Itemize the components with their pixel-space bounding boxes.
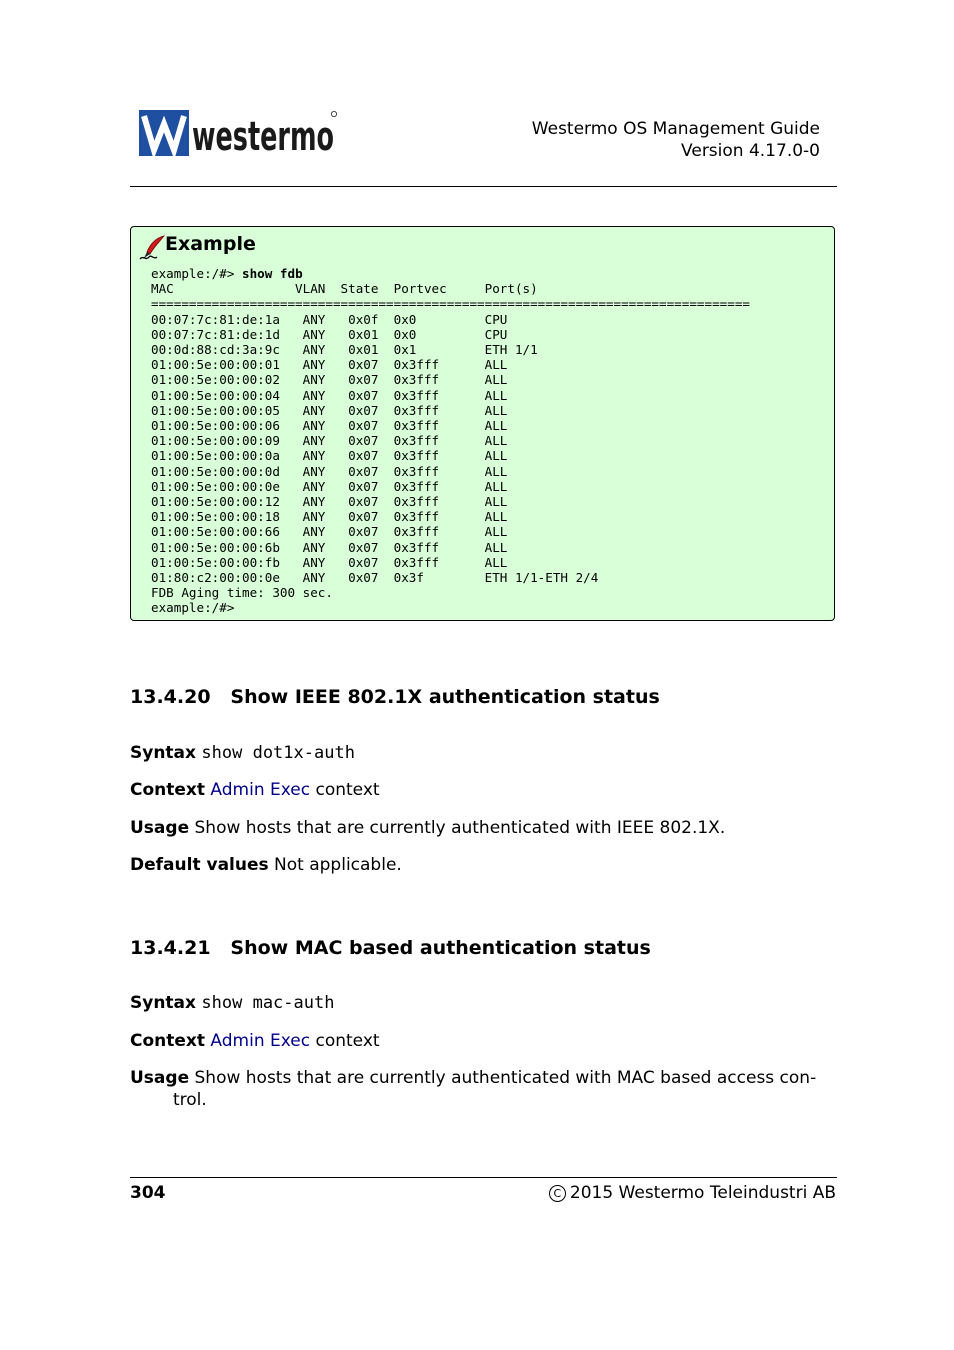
admin-exec-link[interactable]: Admin Exec <box>210 780 311 800</box>
guide-version: Version 4.17.0-0 <box>681 141 820 161</box>
example-heading: Example <box>165 233 256 255</box>
usage-text: Show hosts that are currently authenticated with MAC based access con- <box>194 1068 817 1088</box>
westermo-logo <box>139 110 339 158</box>
syntax-label: Syntax <box>130 743 196 763</box>
admin-exec-link[interactable]: Admin Exec <box>210 1031 311 1051</box>
usage-label: Usage <box>130 1068 190 1088</box>
logo-wordmark: westermo <box>192 114 334 160</box>
example-box <box>130 226 835 621</box>
page-number: 304 <box>130 1183 166 1203</box>
usage-label: Usage <box>130 818 190 838</box>
default-values-row <box>130 854 838 876</box>
cli-command: show fdb <box>242 266 303 281</box>
usage-text-continued: trol. <box>173 1090 207 1110</box>
copyright-notice <box>549 1183 836 1203</box>
context-row <box>130 779 838 801</box>
quill-pen-icon <box>138 234 166 262</box>
usage-text: Show hosts that are currently authenticated with IEEE 802.1X. <box>194 818 726 838</box>
section-heading-13-4-21 <box>130 937 651 959</box>
context-suffix: context <box>310 780 380 800</box>
default-values-label: Default values <box>130 855 269 875</box>
syntax-label: Syntax <box>130 993 196 1013</box>
cli-output <box>151 266 750 616</box>
usage-row <box>130 1067 838 1111</box>
section-title: Show IEEE 802.1X authentication status <box>230 686 660 708</box>
section-title: Show MAC based authentication status <box>230 937 651 959</box>
cli-prompt: example:/#> <box>151 266 242 281</box>
guide-title: Westermo OS Management Guide <box>531 119 820 139</box>
footer-divider <box>130 1177 837 1178</box>
copyright-text: 2015 Westermo Teleindustri AB <box>569 1183 836 1203</box>
section-number: 13.4.21 <box>130 937 211 959</box>
fdb-table-output: MAC VLAN State Portvec Port(s) =============================================================================== 00:07:7c:81:de:1a ANY 0x0f 0x0 CPU 00:07:7c:81:de:1d ANY 0x01 0x0 CPU 00:0d:88:cd:3a:9c ANY 0x01 0x1 ETH 1/1 01:00:5e:00:00:01 ANY 0x07 0x3fff ALL 01:00:5e:00:00:02 ANY 0x07 0x3fff ALL 01:00:5e:00:00:04 ANY 0x07 0x3fff ALL 01:00:5e:00:00:05 ANY 0x07 0x3fff ALL 01:00:5e:00:00:06 ANY 0x07 0x3fff ALL 01:00:5e:00:00:09 ANY 0x07 0x3fff ALL 01:00:5e:00:00:0a ANY 0x07 0x3fff ALL 01:00:5e:00:00:0d ANY 0x07 0x3fff ALL 01:00:5e:00:00:0e ANY 0x07 0x3fff ALL 01:00:5e:00:00:12 ANY 0x07 0x3fff ALL 01:00:5e:00:00:18 ANY 0x07 0x3fff ALL 01:00:5e:00:00:66 ANY 0x07 0x3fff ALL 01:00:5e:00:00:6b ANY 0x07 0x3fff ALL 01:00:5e:00:00:fb ANY 0x07 0x3fff ALL 01:80:c2:00:00:0e ANY 0x07 0x3f ETH 1/1-ETH 2/4 FDB Aging time: 300 sec. example:/#> <box>151 281 750 616</box>
header-divider <box>130 186 837 187</box>
copyright-icon: C <box>549 1185 566 1202</box>
syntax-command: show mac-auth <box>201 993 335 1013</box>
default-values-text: Not applicable. <box>274 855 402 875</box>
context-row <box>130 1030 838 1052</box>
syntax-row <box>130 992 838 1014</box>
context-label: Context <box>130 1031 206 1051</box>
section-number: 13.4.20 <box>130 686 211 708</box>
context-suffix: context <box>310 1031 380 1051</box>
document-title <box>532 118 820 162</box>
section-heading-13-4-20 <box>130 686 660 708</box>
context-label: Context <box>130 780 206 800</box>
usage-row <box>130 817 838 839</box>
syntax-row <box>130 742 838 764</box>
syntax-command: show dot1x-auth <box>201 743 355 763</box>
